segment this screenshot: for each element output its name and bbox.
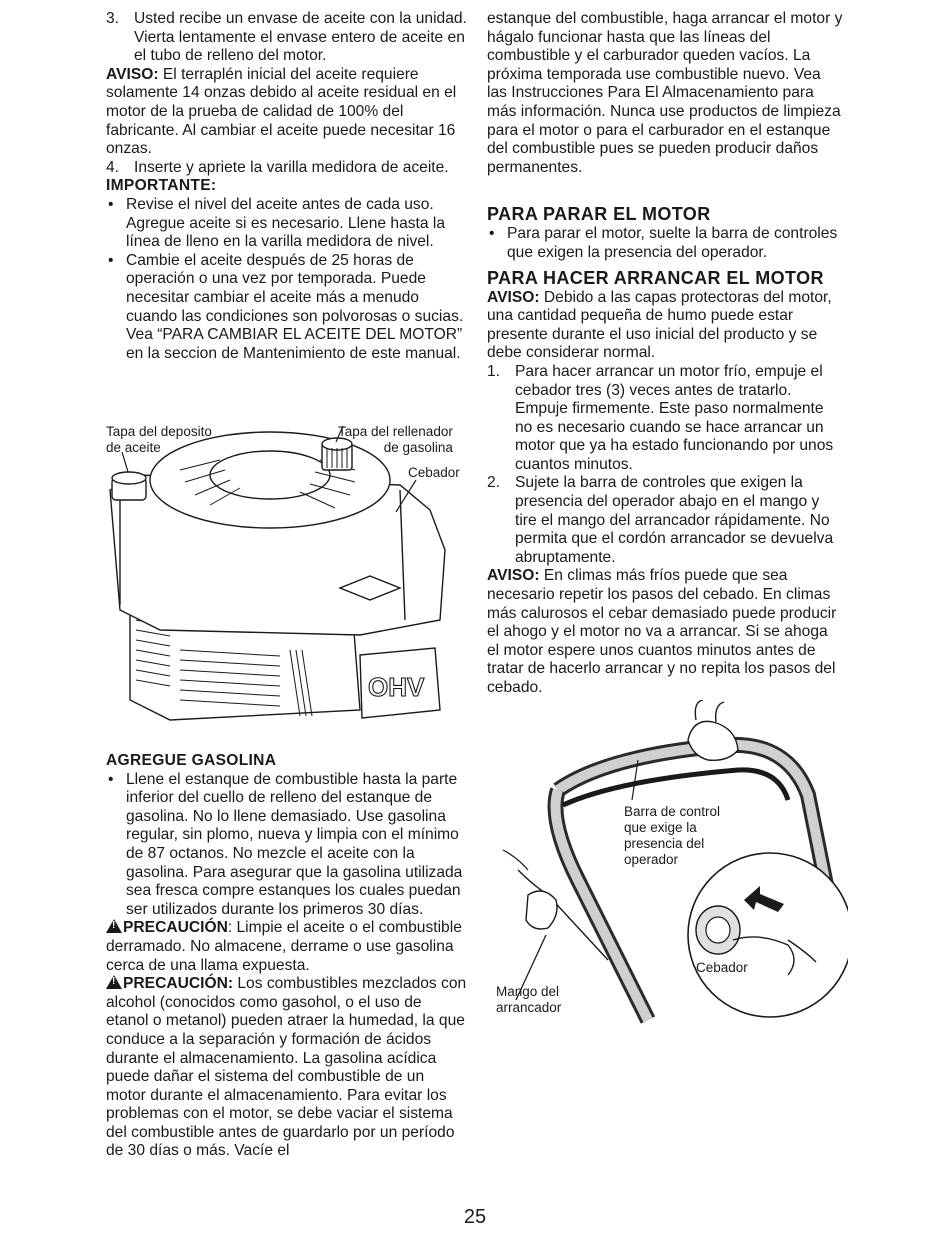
starter-handle-label: Mango del arrancador (496, 984, 562, 1015)
step-3 (106, 10, 468, 66)
step-3-text: Usted recibe un envase de aceite con la unidad. Vierta lentamente el envase entero de aceite en el tubo de relleno del motor. (134, 10, 467, 65)
precaucion-1-text: : Limpie el aceite o el combustible derramado. No almacene, derrame o use gasolina cerca de una llama expuesta. (106, 919, 462, 974)
ohv-badge: OHV (368, 672, 425, 702)
start-step-1-text: Para hacer arrancar un motor frío, empuje el cebador tres (3) veces antes de tratarlo. Empuje firmemente. Este paso normalmente no es necesario cuando se hace arrancar un motor que ya ha estado funcionando por unos cuantos minutos. (515, 362, 834, 473)
aviso-oil-label: AVISO: (106, 65, 159, 83)
precaucion-1-label: PRECAUCIÓN (123, 919, 228, 937)
warning-icon (106, 919, 122, 933)
parar-bullet-text: Para parar el motor, suelte la barra de controles que exigen la presencia del operador. (507, 225, 838, 261)
step-4-text: Inserte y apriete la varilla medidora de aceite. (134, 158, 449, 176)
precaucion-1 (106, 919, 468, 975)
aviso-cold-label: AVISO: (487, 567, 540, 585)
start-step-2-number: 2. (487, 474, 501, 492)
engine-primer-label: Cebador (408, 465, 460, 480)
importante-bullet-1: • Revise el nivel del aceite antes de cada uso. Agregue aceite si es necesario. Llene hasta la línea de lleno en la varilla medidora de nivel. (108, 195, 446, 251)
importante-bullet-1-text: Revise el nivel del aceite antes de cada uso. Agregue aceite si es necesario. Llene hasta la línea de lleno en la varilla medidora de nivel. (126, 195, 446, 251)
warning-icon (106, 975, 122, 989)
precaucion-2-label: PRECAUCIÓN: (123, 975, 234, 993)
aviso-smoke-label: AVISO: (487, 288, 540, 306)
precaucion-2-text: Los combustibles mezclados con alcohol (conocidos como gasohol, o el uso de etanol o metanol) pueden atraer la humedad, la que conduce a la separación y formación de ácidos durante el almacenamiento. La gasolina acídica puede dañar el sistema del combustible de un motor durante el almacenamiento. Para evitar los problemas con el motor, se debe vaciar el sistema del combustible antes de guardarlo por un período de 30 días o más. Vacíe el (106, 975, 467, 1160)
aviso-cold (487, 567, 843, 697)
step-3-number: 3. (106, 10, 120, 27)
gas-bullet: • Llene el estanque de combustible hasta la parte inferior del cuello de relleno del estanque de gasolina. No lo llene demasiado. Use gasolina regular, sin plomo, nueva y limpia con el mínimo de 87 octanos. No mezcle el aceite con la gasolina. Para asegurar que la gasolina utilizada sea fresca compre estanques los cuales puedan ser utilizados durante los primeros 30 días. (108, 770, 463, 918)
importante-heading: IMPORTANTE: (106, 177, 217, 195)
left-column-top (106, 10, 468, 363)
parar-motor-heading: PARA PARAR EL MOTOR (487, 204, 711, 225)
gas-bullet-text: Llene el estanque de combustible hasta la parte inferior del cuello de relleno del estanque de gasolina. No lo llene demasiado. Use gasolina regular, sin plomo, nueva y limpia con el mínimo de 87 octanos. No mezcle el aceite con la gasolina. Para asegurar que la gasolina utilizada sea fresca compre estanques los cuales puedan ser utilizados durante los primeros 30 días. (126, 770, 463, 918)
oil-cap-label: Tapa del deposito de aceite (106, 424, 212, 455)
handle-primer-label: Cebador (696, 960, 748, 975)
start-step-1-number: 1. (487, 362, 501, 380)
aviso-oil-text: El terraplén inicial del aceite requiere solamente 14 onzas debido al aceite residual en el motor de la prueba de calidad de 100% del fabricante. Al cambiar el aceite puede necesitar 16 onzas. (106, 65, 457, 158)
left-column-bottom (106, 752, 468, 1161)
start-step-1 (487, 363, 843, 475)
fuel-cap-label: Tapa del rellenador de gasolina (338, 424, 453, 455)
aviso-smoke-text: Debido a las capas protectoras del motor, una cantidad pequeña de humo puede estar presente durante el uso inicial del producto y se debe considerar normal. (487, 288, 832, 362)
importante-bullet-2: • Cambie el aceite después de 25 horas de operación o una vez por temporada. Puede necesitar cambiar el aceite más a menudo cuando las condiciones son polvorosas o sucias. Vea “PARA CAMBIAR EL ACEITE DEL MOTOR” en la seccion de Mantenimiento de este manual. (108, 251, 464, 362)
engine-figure (100, 420, 472, 730)
continuation-text: estanque del combustible, haga arrancar el motor y hágalo funcionar hasta que las líneas del combustible y el carburador queden vacíos. La próxima temporada use combustible nuevo. Vea las Instrucciones Para El Almacenamiento para más información. Nunca use productos de limpieza para el motor o para el carburador en el estanque del combustible pues se pueden producir daños permanentes. (487, 10, 843, 176)
control-bar-label: Barra de control que exige la presencia del operador (624, 804, 721, 867)
handle-figure (488, 700, 848, 1030)
step-4-number: 4. (106, 158, 120, 176)
right-column (487, 10, 843, 698)
start-step-2 (487, 474, 843, 567)
precaucion-2 (106, 975, 468, 1161)
page-number: 25 (463, 1206, 487, 1228)
aviso-cold-text: En climas más fríos puede que sea necesario repetir los pasos del cebado. En climas más calurosos el cebar demasiado puede producir el ahogo y el motor no va a arrancar. Si se ahoga el motor espere unos cuantos minutos antes de tratar de hacerlo arrancar y no repita los pasos del cebado. (487, 567, 837, 696)
aviso-smoke (487, 289, 843, 363)
arrancar-motor-heading: PARA HACER ARRANCAR EL MOTOR (487, 267, 824, 288)
aviso-oil (106, 66, 468, 159)
start-step-2-text: Sujete la barra de controles que exigen la presencia del operador abajo en el mango y tire el mango del arrancador rápidamente. No permita que el cordón arrancador se devuelva abruptamente. (515, 474, 834, 566)
importante-bullet-2-text: Cambie el aceite después de 25 horas de operación o una vez por temporada. Puede necesitar cambiar el aceite más a menudo cuando las condiciones son polvorosas o sucias. Vea “PARA CAMBIAR EL ACEITE DEL MOTOR” en la seccion de Mantenimiento de este manual. (126, 251, 464, 362)
agregue-gasolina-heading: AGREGUE GASOLINA (106, 752, 277, 769)
parar-bullet: • Para parar el motor, suelte la barra de controles que exigen la presencia del operador. (489, 225, 838, 261)
step-4 (106, 159, 468, 178)
